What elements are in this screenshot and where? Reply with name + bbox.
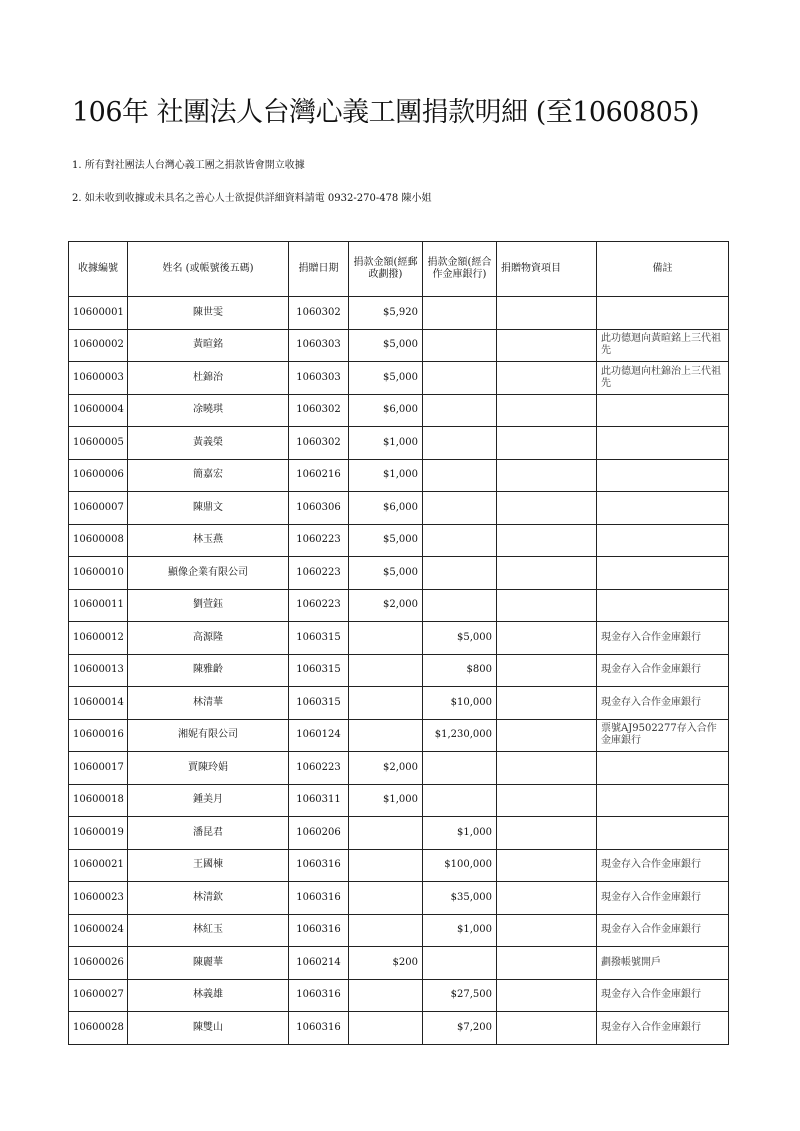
amount-postal-cell xyxy=(349,849,423,882)
table-row xyxy=(69,589,729,622)
amount-bank-cell xyxy=(423,752,497,785)
donated-items-cell xyxy=(497,914,597,947)
donor-name-cell: 林清華 xyxy=(128,687,289,720)
table-row xyxy=(69,557,729,590)
donor-name-cell: 劉萱鈺 xyxy=(128,589,289,622)
remark-cell: 現金存入合作金庫銀行 xyxy=(597,882,729,915)
donation-date-cell: 1060315 xyxy=(289,622,349,655)
amount-bank-cell xyxy=(423,459,497,492)
table-row xyxy=(69,817,729,850)
remark-cell: 現金存入合作金庫銀行 xyxy=(597,654,729,687)
donor-name-cell: 賈陳玲娟 xyxy=(128,752,289,785)
receipt-no-cell: 10600006 xyxy=(69,459,128,492)
remark-cell xyxy=(597,524,729,557)
table-row xyxy=(69,492,729,525)
amount-bank-cell xyxy=(423,492,497,525)
amount-bank-cell: $7,200 xyxy=(423,1012,497,1045)
donated-items-cell xyxy=(497,557,597,590)
donated-items-cell xyxy=(497,524,597,557)
header-amount-bank: 捐款金額(經合作金庫銀行) xyxy=(423,242,497,297)
donated-items-cell xyxy=(497,622,597,655)
donated-items-cell xyxy=(497,1012,597,1045)
donation-date-cell: 1060315 xyxy=(289,654,349,687)
donor-name-cell: 林義雄 xyxy=(128,979,289,1012)
table-row xyxy=(69,622,729,655)
remark-cell: 劃撥帳號開戶 xyxy=(597,947,729,980)
amount-bank-cell: $5,000 xyxy=(423,622,497,655)
amount-bank-cell xyxy=(423,947,497,980)
amount-postal-cell: $5,000 xyxy=(349,557,423,590)
amount-postal-cell: $5,000 xyxy=(349,362,423,395)
donated-items-cell xyxy=(497,979,597,1012)
receipt-no-cell: 10600014 xyxy=(69,687,128,720)
remark-cell xyxy=(597,427,729,460)
amount-postal-cell: $1,000 xyxy=(349,427,423,460)
table-row xyxy=(69,329,729,362)
receipt-no-cell: 10600008 xyxy=(69,524,128,557)
amount-postal-cell: $5,000 xyxy=(349,329,423,362)
receipt-no-cell: 10600023 xyxy=(69,882,128,915)
amount-postal-cell: $200 xyxy=(349,947,423,980)
donor-name-cell: 林清欽 xyxy=(128,882,289,915)
amount-bank-cell: $1,000 xyxy=(423,914,497,947)
table-header-row xyxy=(69,242,729,297)
remark-cell: 現金存入合作金庫銀行 xyxy=(597,849,729,882)
header-name: 姓名 (或帳號後五碼) xyxy=(128,242,289,297)
donation-date-cell: 1060311 xyxy=(289,784,349,817)
donor-name-cell: 潘昆君 xyxy=(128,817,289,850)
table-row xyxy=(69,297,729,330)
amount-postal-cell xyxy=(349,1012,423,1045)
amount-postal-cell xyxy=(349,817,423,850)
receipt-no-cell: 10600004 xyxy=(69,394,128,427)
donor-name-cell: 湘妮有限公司 xyxy=(128,719,289,752)
remark-cell: 現金存入合作金庫銀行 xyxy=(597,914,729,947)
donor-name-cell: 高源隆 xyxy=(128,622,289,655)
table-row xyxy=(69,719,729,752)
remark-cell: 現金存入合作金庫銀行 xyxy=(597,622,729,655)
amount-postal-cell xyxy=(349,914,423,947)
donor-name-cell: 凃曉琪 xyxy=(128,394,289,427)
donor-name-cell: 黃義榮 xyxy=(128,427,289,460)
donated-items-cell xyxy=(497,329,597,362)
amount-postal-cell xyxy=(349,979,423,1012)
table-row xyxy=(69,654,729,687)
amount-postal-cell xyxy=(349,719,423,752)
donation-date-cell: 1060223 xyxy=(289,589,349,622)
table-row xyxy=(69,849,729,882)
amount-bank-cell xyxy=(423,524,497,557)
donated-items-cell xyxy=(497,687,597,720)
remark-cell: 票號AJ9502277存入合作金庫銀行 xyxy=(597,719,729,752)
amount-postal-cell xyxy=(349,654,423,687)
amount-bank-cell xyxy=(423,297,497,330)
receipt-no-cell: 10600021 xyxy=(69,849,128,882)
remark-cell xyxy=(597,557,729,590)
amount-bank-cell xyxy=(423,394,497,427)
remark-cell: 現金存入合作金庫銀行 xyxy=(597,687,729,720)
receipt-no-cell: 10600002 xyxy=(69,329,128,362)
amount-postal-cell xyxy=(349,882,423,915)
donated-items-cell xyxy=(497,654,597,687)
remark-cell xyxy=(597,784,729,817)
donor-name-cell: 王國棟 xyxy=(128,849,289,882)
donation-date-cell: 1060223 xyxy=(289,524,349,557)
receipt-no-cell: 10600028 xyxy=(69,1012,128,1045)
receipt-no-cell: 10600001 xyxy=(69,297,128,330)
donor-name-cell: 陳麗華 xyxy=(128,947,289,980)
receipt-no-cell: 10600013 xyxy=(69,654,128,687)
amount-postal-cell: $1,000 xyxy=(349,784,423,817)
receipt-no-cell: 10600017 xyxy=(69,752,128,785)
amount-bank-cell xyxy=(423,362,497,395)
donor-name-cell: 杜錦治 xyxy=(128,362,289,395)
donor-name-cell: 顯像企業有限公司 xyxy=(128,557,289,590)
donation-date-cell: 1060316 xyxy=(289,882,349,915)
table-row xyxy=(69,752,729,785)
donation-date-cell: 1060302 xyxy=(289,297,349,330)
amount-postal-cell xyxy=(349,687,423,720)
donor-name-cell: 陳鼎文 xyxy=(128,492,289,525)
receipt-no-cell: 10600027 xyxy=(69,979,128,1012)
remark-cell: 現金存入合作金庫銀行 xyxy=(597,979,729,1012)
amount-postal-cell: $2,000 xyxy=(349,752,423,785)
receipt-no-cell: 10600007 xyxy=(69,492,128,525)
receipt-no-cell: 10600018 xyxy=(69,784,128,817)
donated-items-cell xyxy=(497,849,597,882)
donation-date-cell: 1060223 xyxy=(289,752,349,785)
amount-bank-cell xyxy=(423,784,497,817)
donated-items-cell xyxy=(497,427,597,460)
remark-cell xyxy=(597,817,729,850)
table-row xyxy=(69,1012,729,1045)
remark-cell: 現金存入合作金庫銀行 xyxy=(597,1012,729,1045)
donated-items-cell xyxy=(497,297,597,330)
donated-items-cell xyxy=(497,882,597,915)
donation-date-cell: 1060316 xyxy=(289,914,349,947)
amount-postal-cell: $6,000 xyxy=(349,492,423,525)
donation-date-cell: 1060306 xyxy=(289,492,349,525)
donation-date-cell: 1060303 xyxy=(289,329,349,362)
table-row xyxy=(69,914,729,947)
donor-name-cell: 陳雙山 xyxy=(128,1012,289,1045)
donation-date-cell: 1060315 xyxy=(289,687,349,720)
receipt-no-cell: 10600003 xyxy=(69,362,128,395)
donation-date-cell: 1060216 xyxy=(289,459,349,492)
page-title: 106年 社團法人台灣心義工團捐款明細 (至1060805) xyxy=(72,97,700,128)
table-row xyxy=(69,362,729,395)
amount-bank-cell: $1,230,000 xyxy=(423,719,497,752)
header-receipt-no: 收據編號 xyxy=(69,242,128,297)
header-date: 捐贈日期 xyxy=(289,242,349,297)
donated-items-cell xyxy=(497,459,597,492)
amount-bank-cell: $27,500 xyxy=(423,979,497,1012)
donated-items-cell xyxy=(497,752,597,785)
table-row xyxy=(69,394,729,427)
amount-postal-cell: $2,000 xyxy=(349,589,423,622)
donor-name-cell: 鍾美月 xyxy=(128,784,289,817)
receipt-no-cell: 10600010 xyxy=(69,557,128,590)
amount-bank-cell: $35,000 xyxy=(423,882,497,915)
remark-cell xyxy=(597,589,729,622)
donation-date-cell: 1060316 xyxy=(289,979,349,1012)
table-body xyxy=(69,297,729,1045)
donated-items-cell xyxy=(497,817,597,850)
amount-bank-cell: $100,000 xyxy=(423,849,497,882)
amount-postal-cell: $5,920 xyxy=(349,297,423,330)
remark-cell: 此功德迴向黃暄銘上三代祖先 xyxy=(597,329,729,362)
amount-bank-cell xyxy=(423,427,497,460)
receipt-no-cell: 10600005 xyxy=(69,427,128,460)
donated-items-cell xyxy=(497,394,597,427)
receipt-no-cell: 10600019 xyxy=(69,817,128,850)
table-row xyxy=(69,459,729,492)
note-receipt-policy: 1. 所有對社團法人台灣心義工團之捐款皆會開立收據 xyxy=(72,160,305,171)
donation-date-cell: 1060124 xyxy=(289,719,349,752)
donation-date-cell: 1060302 xyxy=(289,427,349,460)
donation-date-cell: 1060214 xyxy=(289,947,349,980)
remark-cell xyxy=(597,459,729,492)
header-items: 捐贈物資項目 xyxy=(497,242,597,297)
donated-items-cell xyxy=(497,784,597,817)
donated-items-cell xyxy=(497,362,597,395)
amount-bank-cell xyxy=(423,589,497,622)
table-row xyxy=(69,882,729,915)
donation-date-cell: 1060316 xyxy=(289,849,349,882)
donation-date-cell: 1060302 xyxy=(289,394,349,427)
donor-name-cell: 黃暄銘 xyxy=(128,329,289,362)
donation-table xyxy=(68,241,729,1045)
amount-bank-cell: $10,000 xyxy=(423,687,497,720)
table-row xyxy=(69,524,729,557)
table-row xyxy=(69,687,729,720)
donation-date-cell: 1060316 xyxy=(289,1012,349,1045)
remark-cell xyxy=(597,492,729,525)
donation-date-cell: 1060206 xyxy=(289,817,349,850)
table-row xyxy=(69,784,729,817)
amount-bank-cell xyxy=(423,329,497,362)
donated-items-cell xyxy=(497,947,597,980)
receipt-no-cell: 10600016 xyxy=(69,719,128,752)
donated-items-cell xyxy=(497,492,597,525)
receipt-no-cell: 10600012 xyxy=(69,622,128,655)
donation-date-cell: 1060223 xyxy=(289,557,349,590)
receipt-no-cell: 10600011 xyxy=(69,589,128,622)
table-row xyxy=(69,979,729,1012)
amount-bank-cell xyxy=(423,557,497,590)
amount-bank-cell: $1,000 xyxy=(423,817,497,850)
table-row xyxy=(69,947,729,980)
note-contact-info: 2. 如未收到收據或未具名之善心人士欲提供詳細資料請電 0932-270-478 陳小姐 xyxy=(72,193,432,204)
remark-cell xyxy=(597,297,729,330)
remark-cell xyxy=(597,394,729,427)
donor-name-cell: 林玉燕 xyxy=(128,524,289,557)
header-remark: 備註 xyxy=(597,242,729,297)
donor-name-cell: 簡嘉宏 xyxy=(128,459,289,492)
donation-date-cell: 1060303 xyxy=(289,362,349,395)
donor-name-cell: 陳雅齡 xyxy=(128,654,289,687)
amount-postal-cell xyxy=(349,622,423,655)
amount-postal-cell: $1,000 xyxy=(349,459,423,492)
donated-items-cell xyxy=(497,719,597,752)
receipt-no-cell: 10600024 xyxy=(69,914,128,947)
table-row xyxy=(69,427,729,460)
amount-postal-cell: $6,000 xyxy=(349,394,423,427)
amount-postal-cell: $5,000 xyxy=(349,524,423,557)
donated-items-cell xyxy=(497,589,597,622)
remark-cell: 此功德迴向杜錦治上三代祖先 xyxy=(597,362,729,395)
receipt-no-cell: 10600026 xyxy=(69,947,128,980)
header-amount-postal: 捐款金額(經郵政劃撥) xyxy=(349,242,423,297)
donor-name-cell: 陳世雯 xyxy=(128,297,289,330)
amount-bank-cell: $800 xyxy=(423,654,497,687)
remark-cell xyxy=(597,752,729,785)
donor-name-cell: 林紅玉 xyxy=(128,914,289,947)
